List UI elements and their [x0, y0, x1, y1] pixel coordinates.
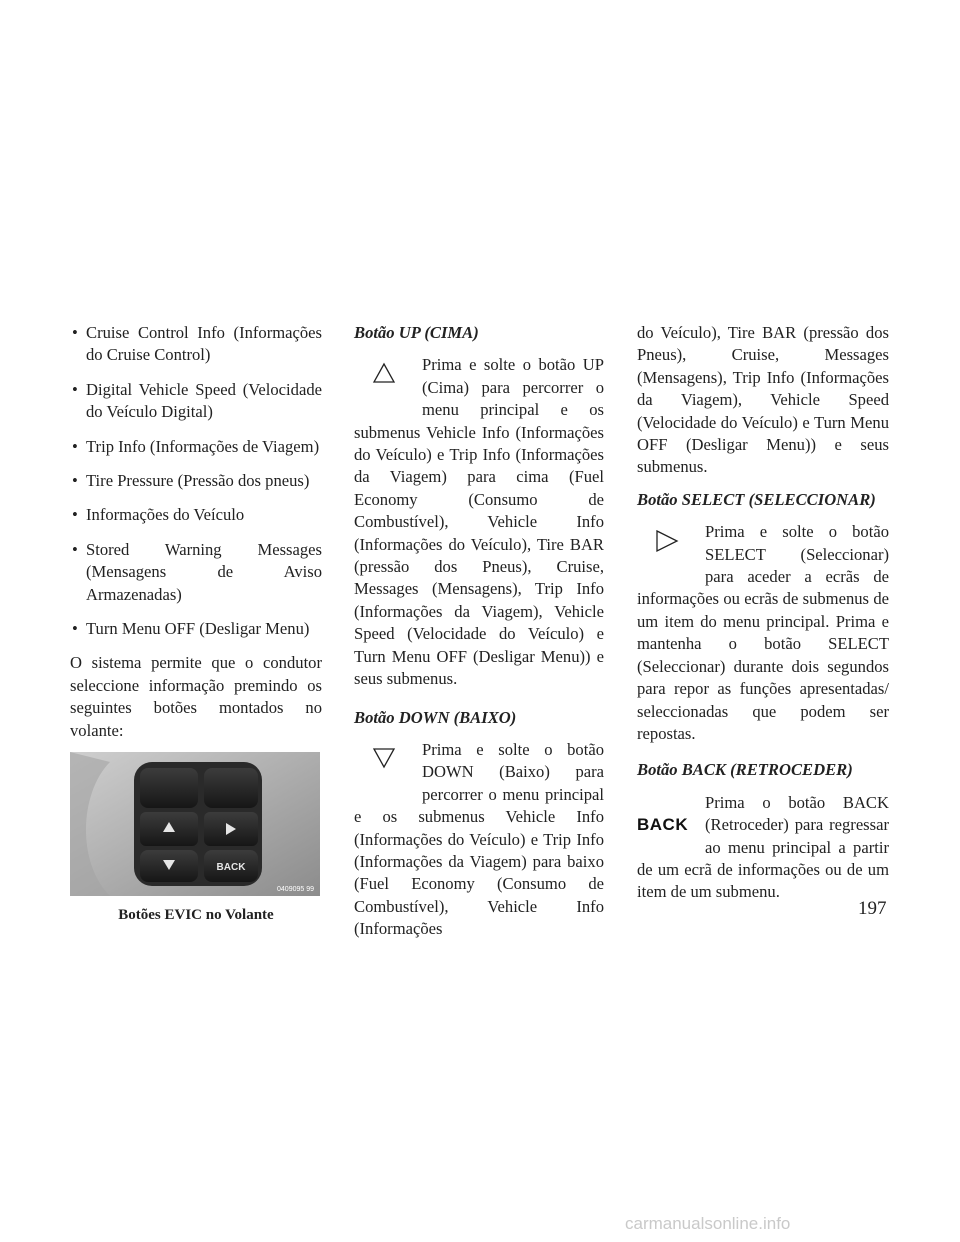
back-icon-box: [637, 792, 705, 854]
steering-wheel-buttons-photo: [70, 752, 320, 896]
list-item: • Informações do Veículo: [70, 504, 322, 526]
down-button-section: [354, 739, 604, 941]
watermark: carmanualsonline.info: [625, 1214, 791, 1233]
back-button-heading: Botão BACK (RETROCEDER): [637, 760, 853, 780]
figure-code: 0409095 99: [277, 886, 314, 894]
back-label-icon: BACK: [637, 814, 689, 834]
column-middle: [354, 322, 604, 951]
up-button-text: Prima e solte o botão UP (Cima) para percorrer o menu principal e os submenus Vehicle Info (Informações do Veículo) e Trip Info (Informações da Viagem) para cima (Fuel Economy (Consumo de Combustível), Vehicle Info (Informações do Veículo), Tire BAR (pressão dos Pneus), Cruise, Messages (Mensagens), Trip Info (Informações da Viagem), Vehicle Speed (Velocidade do Veículo) e Turn Menu OFF (Desligar Menu)) e seus submenus.: [354, 355, 604, 689]
intro-paragraph: O sistema permite que o condutor seleccione informação premindo os seguintes botões montados no volante:: [70, 653, 322, 740]
figure-caption: Botões EVIC no Volante: [118, 907, 274, 924]
list-item: • Digital Vehicle Speed (Velocidade do Veículo Digital): [70, 379, 322, 424]
select-icon-box: [637, 521, 705, 583]
list-item: • Cruise Control Info (Informações do Cruise Control): [70, 322, 322, 367]
up-button-heading: Botão UP (CIMA): [354, 323, 479, 342]
column-right: [637, 322, 889, 914]
list-item: • Turn Menu OFF (Desligar Menu): [70, 618, 322, 640]
up-triangle-icon: [372, 362, 396, 384]
blank-button-top-left: [140, 768, 198, 808]
list-item: • Stored Warning Messages (Mensagens de Aviso Armazenadas): [70, 539, 322, 606]
back-button-text: Prima o botão BACK (Retroceder) para regressar ao menu principal a partir de um ecrã de informações ou de um item de um submenu.: [637, 792, 889, 902]
down-icon-box: [354, 739, 422, 801]
back-button-label: BACK: [216, 862, 246, 874]
page-number: 197: [858, 898, 887, 919]
select-button-text: Prima e solte o botão SELECT (Seleccionar) para aceder a ecrãs de informações ou ecrãs de submenus de um item do menu principal. Prima e mantenha o botão SELECT (Seleccionar) durante dois segundos para repor as funções apresentadas/ seleccionadas que podem ser repostas.: [637, 522, 889, 743]
down-button-text-continued: do Veículo), Tire BAR (pressão dos Pneus), Cruise, Messages (Mensagens), Trip Info (Informações da Viagem), Vehicle Speed (Velocidade do Veículo) e Turn Menu OFF (Desligar Menu)) e seus submenus.: [637, 323, 889, 477]
feature-list: [70, 322, 322, 640]
blank-button-top-right: [204, 768, 258, 808]
down-button-text: Prima e solte o botão DOWN (Baixo) para percorrer o menu principal e os submenus Vehicle Info (Informações do Veículo) e Trip Info (Informações da Viagem) para baixo (Fuel Economy (Consumo de Combustível), Vehicle Info (Informações: [354, 739, 604, 939]
up-icon-box: [354, 354, 422, 416]
select-button-heading: Botão SELECT (SELECCIONAR): [637, 489, 876, 509]
right-triangle-icon: [655, 529, 679, 553]
down-button-heading: Botão DOWN (BAIXO): [354, 707, 517, 727]
select-button-section: [637, 521, 889, 745]
up-button-section: [354, 354, 604, 690]
back-button-section: [637, 792, 889, 904]
down-triangle-icon: [372, 747, 396, 769]
list-item: • Tire Pressure (Pressão dos pneus): [70, 470, 322, 492]
list-item: • Trip Info (Informações de Viagem): [70, 436, 322, 458]
column-left: [70, 322, 322, 927]
evic-buttons-illustration: [70, 752, 320, 896]
